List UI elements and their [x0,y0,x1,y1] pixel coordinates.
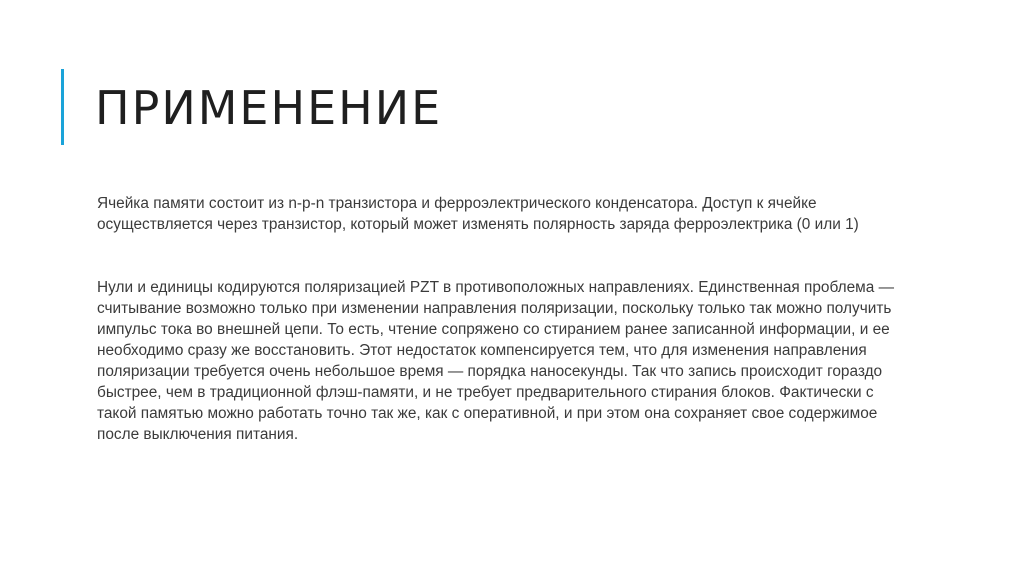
body-paragraph-2: Нули и единицы кодируются поляризацией PZT в противоположных направлениях. Единственная проблема — считывание возможно только при изменении направления поляризации, поскольку только так можно получить импульс тока во внешней цепи. То есть, чтение сопряжено со стиранием ранее записанной информации, и ее необходимо сразу же восстановить. Этот недостаток компенсируется тем, что для изменения направления поляризации требуется очень небольшое время — порядка наносекунды. Так что запись происходит гораздо быстрее, чем в традиционной флэш-памяти, и не требует предварительного стирания блоков. Фактически с такой памятью можно работать точно так же, как с оперативной, и при этом она сохраняет свое содержимое после выключения питания. [97,279,894,443]
slide-title: ПРИМЕНЕНИЕ [95,81,443,135]
title-accent-bar [61,69,64,145]
slide-body [97,193,909,445]
body-paragraph-1: Ячейка памяти состоит из n-p-n транзистора и ферроэлектрического конденсатора. Доступ к ячейке осуществляется через транзистор, который может изменять полярность заряда ферроэлектрика (0 или 1) [97,195,859,233]
